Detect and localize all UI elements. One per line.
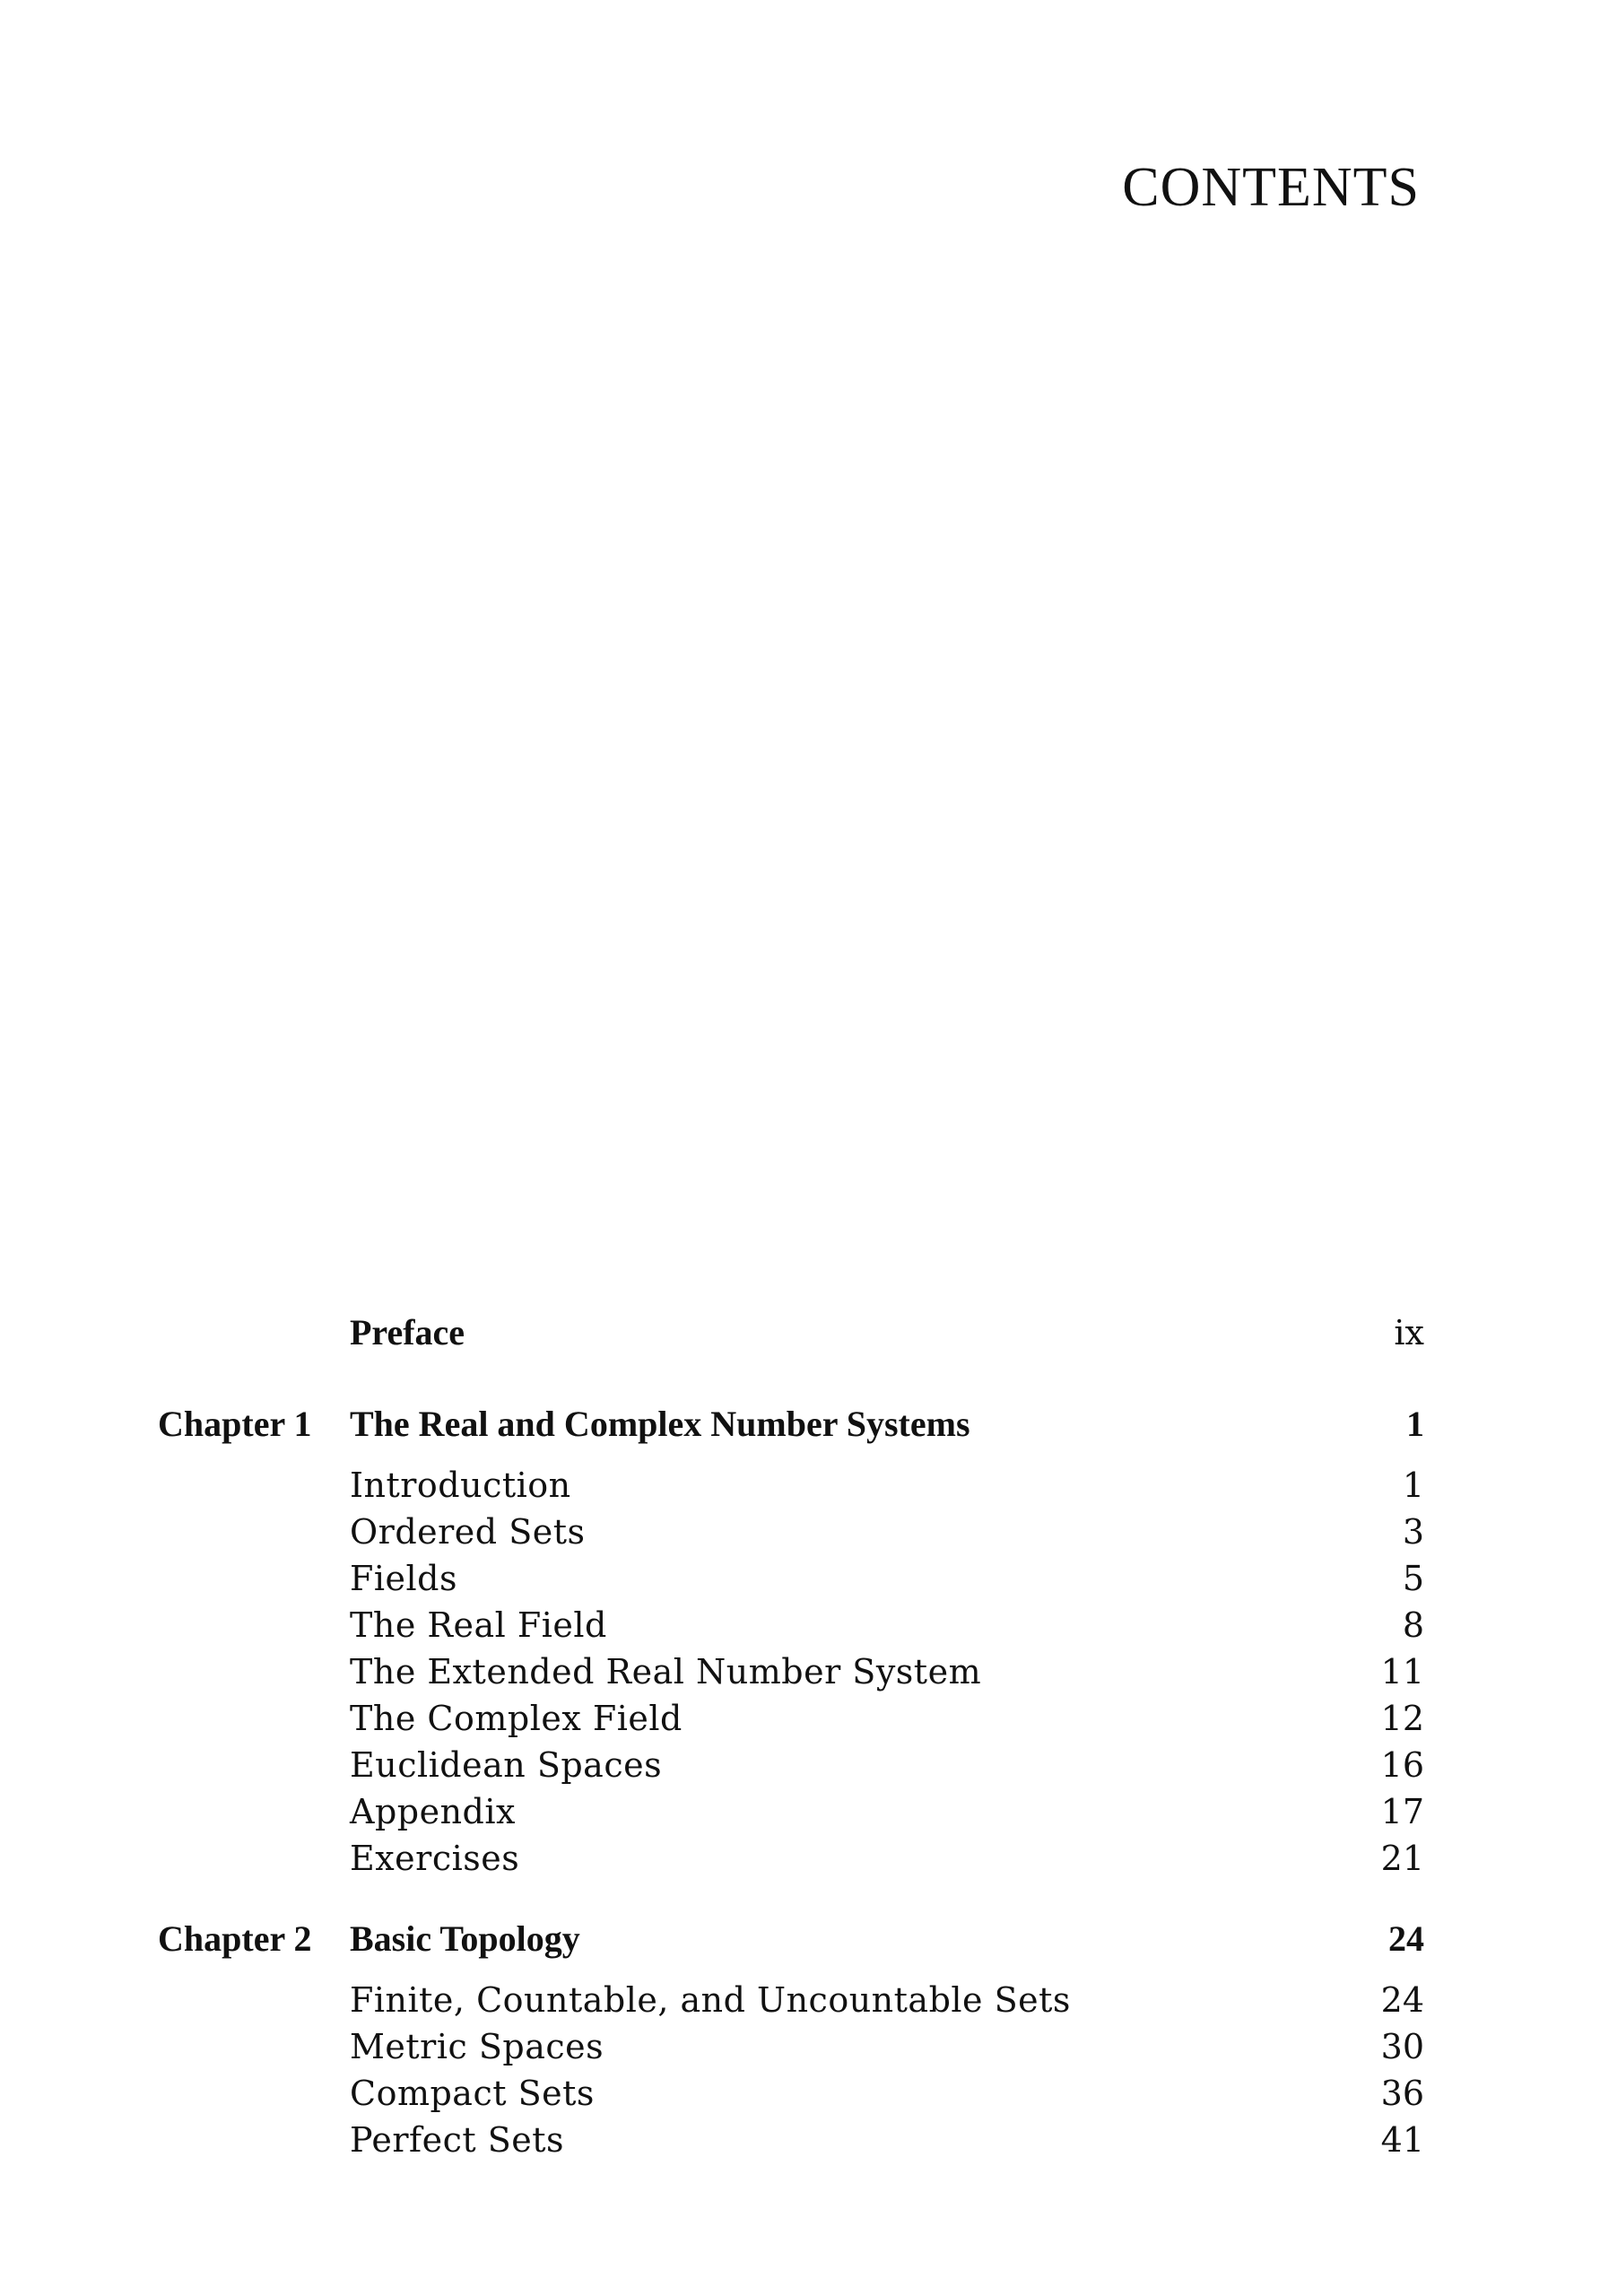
toc-entry[interactable] <box>0 1977 1600 2023</box>
preface-title: Preface <box>350 1312 465 1352</box>
section-page: 11 <box>1380 1652 1424 1692</box>
section-title: Compact Sets <box>350 2074 595 2113</box>
toc-entry[interactable] <box>0 1648 1600 1695</box>
section-page: 36 <box>1380 2074 1424 2113</box>
toc-entry[interactable] <box>0 2070 1600 2117</box>
section-title: Introduction <box>350 1465 571 1505</box>
section-title: The Complex Field <box>350 1699 683 1738</box>
toc-entry[interactable] <box>0 1788 1600 1835</box>
section-page: 16 <box>1380 1745 1424 1785</box>
table-of-contents <box>0 1309 1600 2163</box>
chapter-1-heading[interactable] <box>0 1401 1600 1448</box>
chapter-2-label: Chapter 2 <box>158 1918 312 1959</box>
section-title: Finite, Countable, and Uncountable Sets <box>350 1980 1071 2020</box>
toc-entry[interactable] <box>0 1462 1600 1509</box>
section-title: The Real Field <box>350 1605 607 1645</box>
section-title: Appendix <box>350 1792 516 1831</box>
section-page: 17 <box>1380 1792 1424 1831</box>
chapter-2-page: 24 <box>1388 1918 1424 1959</box>
section-page: 30 <box>1380 2027 1424 2066</box>
toc-entry[interactable] <box>0 1835 1600 1882</box>
section-page: 12 <box>1380 1699 1424 1738</box>
toc-entry[interactable] <box>0 1555 1600 1602</box>
chapter-2-heading[interactable] <box>0 1916 1600 1962</box>
chapter-2-title: Basic Topology <box>350 1918 580 1959</box>
section-page: 3 <box>1402 1512 1424 1552</box>
chapter-1-title: The Real and Complex Number Systems <box>350 1404 970 1444</box>
section-title: Perfect Sets <box>350 2120 564 2160</box>
page-title: CONTENTS <box>1122 157 1420 218</box>
preface-page: ix <box>1394 1313 1424 1352</box>
toc-entry[interactable] <box>0 2023 1600 2070</box>
chapter-1-page: 1 <box>1406 1404 1424 1444</box>
section-page: 5 <box>1402 1559 1424 1598</box>
section-title: The Extended Real Number System <box>350 1652 982 1692</box>
section-title: Metric Spaces <box>350 2027 604 2066</box>
toc-entry[interactable] <box>0 1695 1600 1742</box>
toc-entry[interactable] <box>0 1509 1600 1555</box>
toc-entry[interactable] <box>0 1602 1600 1648</box>
preface-entry[interactable] <box>0 1309 1600 1356</box>
chapter-1-label: Chapter 1 <box>158 1404 312 1444</box>
section-title: Fields <box>350 1559 457 1598</box>
section-page: 1 <box>1402 1465 1424 1505</box>
section-title: Exercises <box>350 1839 520 1878</box>
toc-entry[interactable] <box>0 2117 1600 2163</box>
section-title: Euclidean Spaces <box>350 1745 663 1785</box>
section-page: 21 <box>1380 1839 1424 1878</box>
section-page: 41 <box>1380 2120 1424 2160</box>
section-page: 8 <box>1402 1605 1424 1645</box>
toc-entry[interactable] <box>0 1742 1600 1788</box>
section-page: 24 <box>1380 1980 1424 2020</box>
section-title: Ordered Sets <box>350 1512 586 1552</box>
